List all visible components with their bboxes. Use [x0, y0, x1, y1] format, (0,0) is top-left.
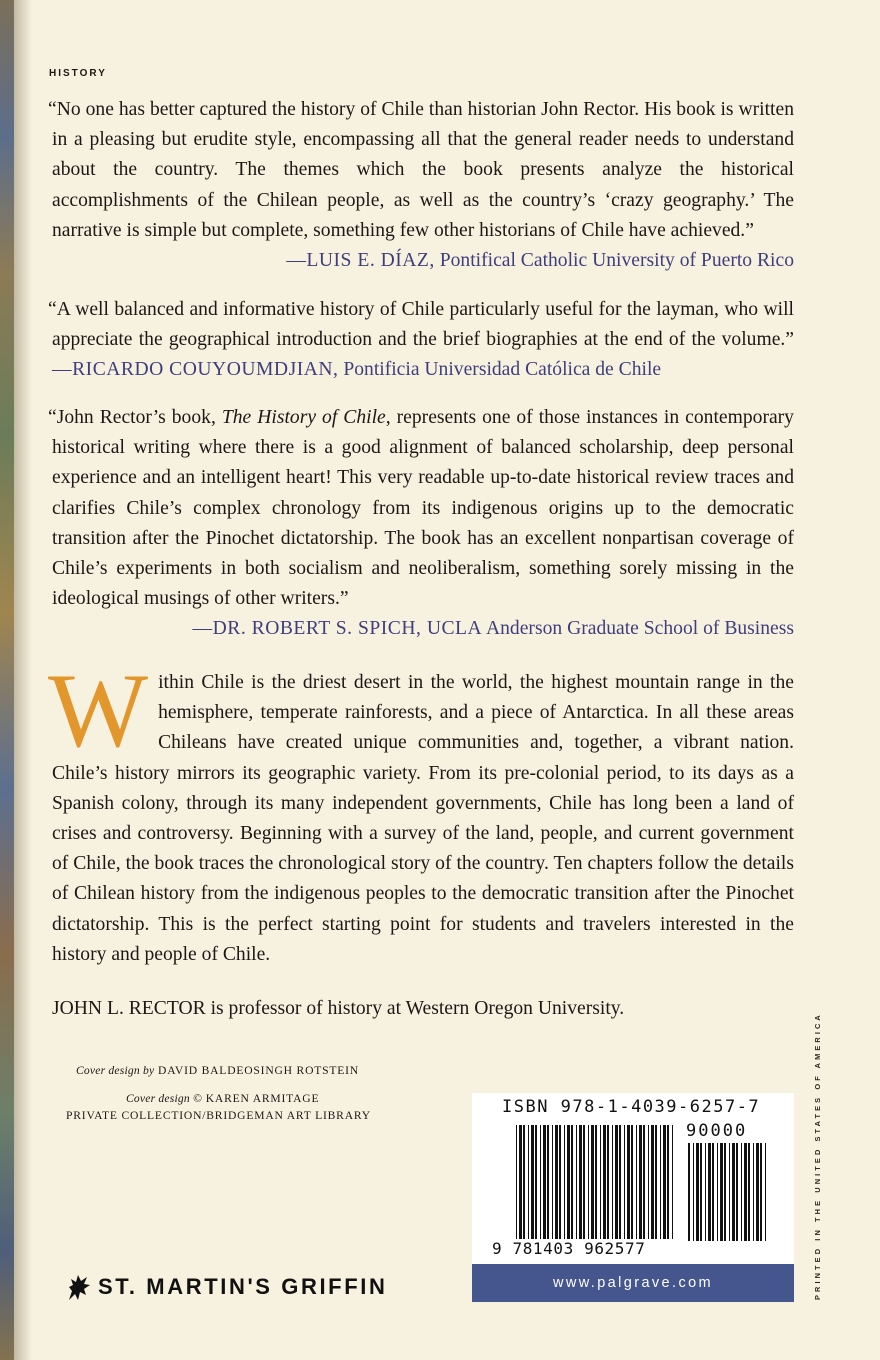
barcode-bar	[663, 1125, 666, 1239]
barcode-bar	[607, 1125, 609, 1239]
barcode-bar	[523, 1125, 525, 1239]
quote-attribution	[52, 614, 794, 644]
attribution-affiliation: Anderson Graduate School of Business	[485, 618, 794, 640]
book-title: The History of Chile	[221, 407, 386, 428]
addon-barcode	[688, 1143, 768, 1241]
publisher-logo	[66, 1272, 387, 1302]
section-label: HISTORY	[49, 68, 107, 79]
barcode-bar	[756, 1143, 759, 1241]
barcode-bar	[595, 1125, 597, 1239]
attribution-affiliation: Pontifical Catholic University of Puerto Rico	[439, 250, 794, 272]
barcode-bar	[555, 1125, 558, 1239]
barcode-bar	[651, 1125, 654, 1239]
ean-barcode	[516, 1125, 676, 1239]
griffin-icon	[66, 1272, 92, 1302]
barcode-bar	[708, 1143, 711, 1241]
barcode-bar	[700, 1143, 702, 1241]
barcode-bar	[639, 1125, 642, 1239]
barcode-bar	[765, 1143, 766, 1241]
author-bio: JOHN L. RECTOR is professor of history at Western Oregon University.	[52, 998, 625, 1019]
barcode-bar	[576, 1125, 577, 1239]
publisher-name: ST. MARTIN'S GRIFFIN	[98, 1274, 388, 1299]
attribution-name: —RICARDO COUYOUMDJIAN,	[52, 359, 339, 381]
barcode-bar	[717, 1143, 718, 1241]
barcode-bar	[736, 1143, 738, 1241]
credit-label: Cover design ©	[126, 1092, 203, 1105]
barcode-bar	[648, 1125, 649, 1239]
barcode-bar	[748, 1143, 750, 1241]
review-quote	[48, 295, 794, 386]
attribution-name: —LUIS E. DÍAZ,	[286, 250, 435, 272]
collection-credit: PRIVATE COLLECTION/BRIDGEMAN ART LIBRARY	[66, 1109, 371, 1122]
barcode-bar	[600, 1125, 601, 1239]
barcode-bar	[688, 1143, 690, 1241]
barcode-bar	[729, 1143, 730, 1241]
barcode-bar	[603, 1125, 606, 1239]
isbn-text: ISBN 978-1-4039-6257-7	[502, 1097, 761, 1117]
barcode-bar	[531, 1125, 534, 1239]
barcode-bar	[567, 1125, 570, 1239]
barcode-bar	[571, 1125, 573, 1239]
description-text: ithin Chile is the driest desert in the world, the highest mountain range in the hemisphere, temperate rainforests, and a piece of Antarctica. In all these areas Chileans have created unique communities and, together, a vibrant nation. Chile’s history mirrors its geographic variety. From its pre-colonial period, to its days as a Spanish colony, through its many independent governments, Chile has long been a land of crises and controversy. Beginning with a survey of the land, people, and current government of Chile, the book traces the chronological story of the country. Ten chapters follow the details of Chilean history from the indigenous peoples to the democratic transition after the Pinochet dictatorship. This is the perfect starting point for students and travelers interested in the history and people of Chile.	[52, 672, 794, 965]
quote-text: “A well balanced and informative history of Chile particularly useful for the layman, who will appreciate the geographical introduction and the brief biographies at the end of the volume.”	[48, 299, 794, 351]
printed-in-notice: PRINTED IN THE UNITED STATES OF AMERICA	[813, 1012, 822, 1300]
quote-text-end: , represents one of those instances in contemporary historical writing where there is a good alignment of balanced scholarship, deep personal experience and an intelligent heart! This very readable up-to-date historical review traces and clarifies Chile’s complex chronology from its indigenous origins up to the democratic transition after the Pinochet dictatorship. The book has an excellent nonpartisan coverage of Chile’s experiments in both socialism and neoliberalism, something sorely missing in the ideological musings of other writers.”	[52, 407, 794, 610]
barcode-bar	[631, 1125, 633, 1239]
barcode-bar	[624, 1125, 625, 1239]
quote-attribution	[286, 246, 794, 276]
barcode-bar	[660, 1125, 661, 1239]
barcode-bar	[760, 1143, 762, 1241]
cover-art-credit	[126, 1092, 319, 1105]
barcode-bar	[696, 1143, 699, 1241]
barcode-bar	[612, 1125, 613, 1239]
quote-text-start: “John Rector’s book,	[48, 407, 222, 428]
barcode-bar	[535, 1125, 537, 1239]
barcode-bar	[540, 1125, 541, 1239]
barcode-bar	[667, 1125, 669, 1239]
barcode-bar	[636, 1125, 637, 1239]
credit-name: KAREN ARMITAGE	[205, 1092, 320, 1105]
barcode-bar	[528, 1125, 529, 1239]
barcode-bar	[744, 1143, 747, 1241]
barcode-bar	[552, 1125, 553, 1239]
barcode-bar	[693, 1143, 694, 1241]
cover-design-credit	[76, 1064, 359, 1077]
barcode-block	[472, 1093, 794, 1302]
barcode-bar	[732, 1143, 735, 1241]
barcode-bar	[627, 1125, 630, 1239]
publisher-website: www.palgrave.com	[472, 1264, 794, 1302]
barcode-bar	[720, 1143, 723, 1241]
review-quote	[48, 95, 794, 276]
attribution-affiliation: Pontificia Universidad Católica de Chile	[343, 359, 662, 381]
drop-cap: W	[48, 652, 149, 769]
barcode-bar	[615, 1125, 618, 1239]
barcode-bar	[741, 1143, 742, 1241]
barcode-bar	[655, 1125, 657, 1239]
barcode-bar	[753, 1143, 754, 1241]
barcode-bar	[579, 1125, 582, 1239]
barcode-bar	[643, 1125, 645, 1239]
barcode-bar	[672, 1125, 673, 1239]
barcode-bar	[724, 1143, 726, 1241]
ean-digits: 9 781403 962577	[492, 1239, 646, 1258]
barcode-bar	[583, 1125, 585, 1239]
credit-name: DAVID BALDEOSINGH ROTSTEIN	[158, 1064, 359, 1077]
quote-attribution	[52, 359, 661, 380]
barcode-bar	[705, 1143, 706, 1241]
barcode-bar	[564, 1125, 565, 1239]
barcode-bar	[519, 1125, 522, 1239]
barcode-bar	[591, 1125, 594, 1239]
book-description	[48, 652, 794, 970]
barcode-bar	[588, 1125, 589, 1239]
barcode-bar	[516, 1125, 517, 1239]
barcode-bar	[712, 1143, 714, 1241]
quote-text: “No one has better captured the history of Chile than historian John Rector. His book is written in a pleasing but erudite style, encompassing all that the general reader needs to understand about the country. The themes which the book presents analyze the historical accomplishments of the Chilean people, as well as the country’s ‘crazy geography.’ The narrative is simple but complete, something few other historians of Chile have achieved.”	[48, 99, 794, 241]
barcode-bar	[619, 1125, 621, 1239]
attribution-name: —DR. ROBERT S. SPICH, UCLA	[192, 618, 483, 640]
barcode-bar	[547, 1125, 549, 1239]
barcode-bar	[559, 1125, 561, 1239]
barcode-bar	[543, 1125, 546, 1239]
review-quote	[48, 403, 794, 645]
price-code: 90000	[686, 1121, 748, 1141]
credit-label: Cover design by	[76, 1064, 155, 1077]
